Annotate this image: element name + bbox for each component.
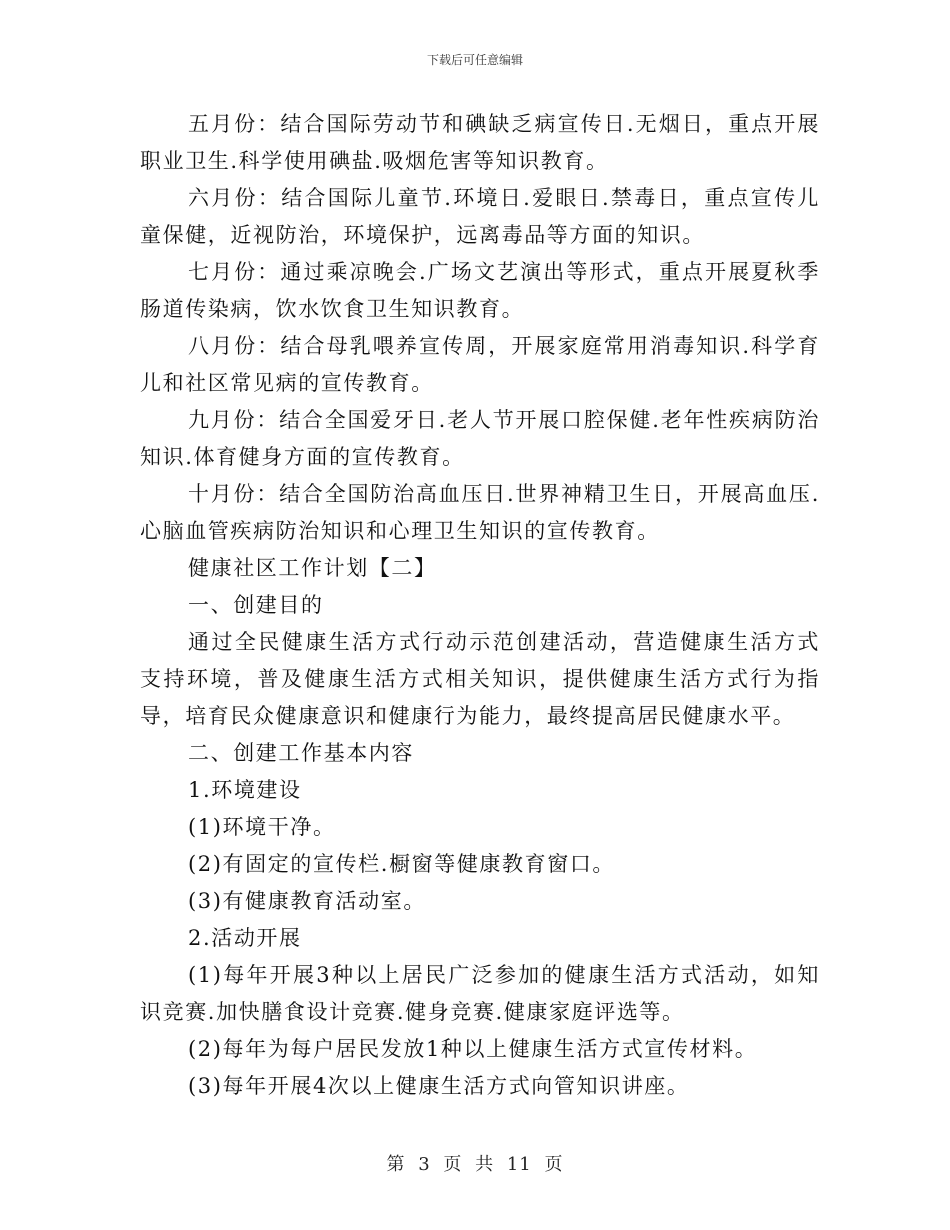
list-item-env-2: (2)有固定的宣传栏.橱窗等健康教育窗口。 xyxy=(188,852,616,876)
paragraph-september: 九月份：结合全国爱牙日.老人节开展口腔保健.老年性疾病防治知识.体育健身方面的宣传教育。 xyxy=(140,408,820,469)
page-header-note: 下载后可任意编辑 xyxy=(426,53,523,67)
list-item-activity-3: (3)每年开展4次以上健康生活方式向管知识讲座。 xyxy=(188,1074,690,1098)
heading-basic-content: 二、创建工作基本内容 xyxy=(188,741,414,765)
paragraph-october: 十月份：结合全国防治高血压日.世界神精卫生日，开展高血压.心脑血管疾病防治知识和心理卫生知识的宣传教育。 xyxy=(140,482,820,543)
list-item-env-3: (3)有健康教育活动室。 xyxy=(188,889,426,913)
page-number: 第 3 页 共 11 页 xyxy=(386,1154,564,1175)
subheading-activities: 2.活动开展 xyxy=(188,926,302,950)
list-item-activity-2: (2)每年为每户居民发放1种以上健康生活方式宣传材料。 xyxy=(188,1037,758,1061)
section-title-plan-two: 健康社区工作计划【二】 xyxy=(188,556,437,580)
list-item-env-1: (1)环境干净。 xyxy=(188,815,336,839)
paragraph-august: 八月份：结合母乳喂养宣传周，开展家庭常用消毒知识.科学育儿和社区常见病的宣传教育。 xyxy=(140,334,820,395)
paragraph-may: 五月份：结合国际劳动节和碘缺乏病宣传日.无烟日，重点开展职业卫生.科学使用碘盐.吸烟危害等知识教育。 xyxy=(140,112,820,173)
paragraph-purpose: 通过全民健康生活方式行动示范创建活动，营造健康生活方式支持环境，普及健康生活方式相关知识，提供健康生活方式行为指导，培育民众健康意识和健康行为能力，最终提高居民健康水平。 xyxy=(140,630,820,728)
list-item-activity-1: (1)每年开展3种以上居民广泛参加的健康生活方式活动，如知识竞赛.加快膳食设计竞赛.健身竞赛.健康家庭评选等。 xyxy=(140,963,820,1024)
document-body xyxy=(140,106,820,1105)
paragraph-june: 六月份：结合国际儿童节.环境日.爱眼日.禁毒日，重点宣传儿童保健，近视防治，环境保护，远离毒品等方面的知识。 xyxy=(140,186,820,247)
heading-purpose: 一、创建目的 xyxy=(188,593,324,617)
subheading-environment: 1.环境建设 xyxy=(188,778,302,802)
paragraph-july: 七月份：通过乘凉晚会.广场文艺演出等形式，重点开展夏秋季肠道传染病，饮水饮食卫生知识教育。 xyxy=(140,260,820,321)
